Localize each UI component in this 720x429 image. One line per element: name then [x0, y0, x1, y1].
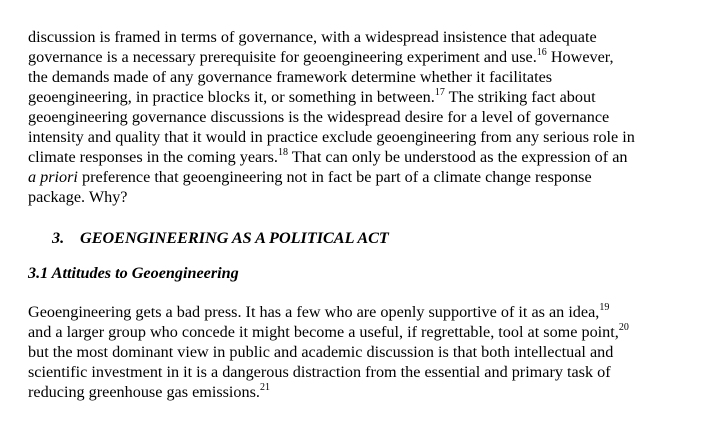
text-line	[28, 342, 698, 362]
text-run: package. Why?	[28, 188, 128, 206]
text-run: geoengineering governance discussions is the widespread desire for a level of governance	[28, 108, 610, 126]
text-line	[28, 322, 698, 342]
text-run: Geoengineering gets a bad press. It has a few who are openly supportive of it as an idea,	[28, 303, 600, 321]
text-run: reducing greenhouse gas emissions.	[28, 383, 260, 401]
text-run: climate responses in the coming years.	[28, 148, 278, 166]
text-line	[28, 87, 698, 107]
text-line	[28, 187, 698, 207]
section-title: GEOENGINEERING AS A POLITICAL ACT	[80, 229, 389, 247]
text-run: but the most dominant view in public and academic discussion is that both intellectual and	[28, 343, 614, 361]
section-heading	[52, 228, 698, 248]
text-line	[28, 167, 698, 187]
text-run: the demands made of any governance framework determine whether it facilitates	[28, 68, 553, 86]
italic-term: a priori	[28, 168, 78, 186]
text-line	[28, 362, 698, 382]
text-run: governance is a necessary prerequisite for geoengineering experiment and use.	[28, 48, 537, 66]
text-run: preference that geoengineering not in fact be part of a climate change response	[77, 168, 592, 186]
footnote-ref-19[interactable]: 19	[599, 301, 610, 313]
text-run: However,	[546, 48, 614, 66]
text-run: intensity and quality that it would in practice exclude geoengineering from any serious role in	[28, 128, 635, 146]
footnote-ref-21[interactable]: 21	[259, 381, 270, 393]
text-line	[28, 302, 698, 322]
text-run: The striking fact about	[444, 88, 596, 106]
footnote-ref-20[interactable]: 20	[618, 321, 629, 333]
text-run: geoengineering, in practice blocks it, or something in between.	[28, 88, 435, 106]
text-run: and a larger group who concede it might become a useful, if regrettable, tool at some point,	[28, 323, 619, 341]
section-number: 3.	[52, 229, 65, 247]
document-page	[28, 27, 698, 402]
subsection-heading: 3.1 Attitudes to Geoengineering	[28, 264, 239, 282]
text-line	[28, 147, 698, 167]
footnote-ref-17[interactable]: 17	[434, 86, 445, 98]
text-run: That can only be understood as the expression of an	[287, 148, 628, 166]
text-run: scientific investment in it is a dangerous distraction from the essential and primary task of	[28, 363, 611, 381]
paragraph-attitudes	[28, 302, 698, 402]
footnote-ref-18[interactable]: 18	[277, 146, 288, 158]
text-line	[28, 27, 698, 47]
text-line	[28, 382, 698, 402]
paragraph-governance	[28, 27, 698, 207]
text-line	[28, 67, 698, 87]
text-line	[28, 47, 698, 67]
text-line	[28, 107, 698, 127]
text-line	[28, 127, 698, 147]
text-run: discussion is framed in terms of governance, with a widespread insistence that adequate	[28, 28, 597, 46]
footnote-ref-16[interactable]: 16	[536, 46, 547, 58]
